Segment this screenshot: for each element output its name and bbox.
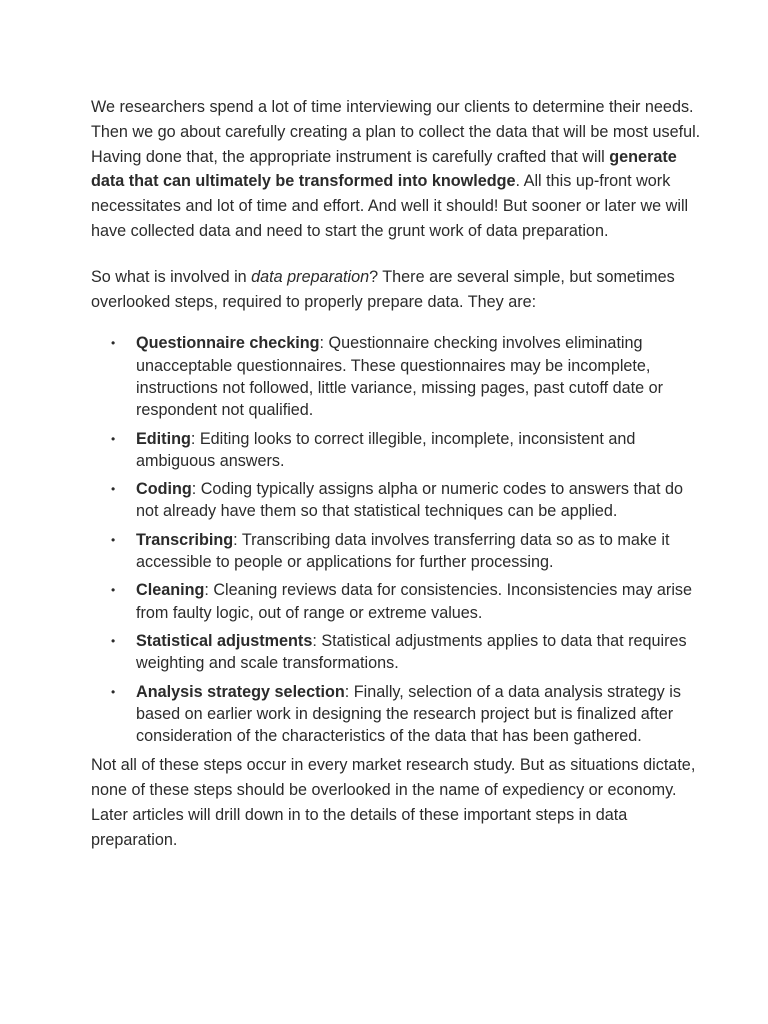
- step-description: : Transcribing data involves transferring data so as to make it accessible to people or applications for further processing.: [136, 530, 670, 572]
- step-description: : Cleaning reviews data for consistencies. Inconsistencies may arise from faulty logic, out of range or extreme values.: [136, 581, 693, 622]
- step-term: Statistical adjustments: [136, 631, 313, 650]
- question-italic-term: data preparation: [251, 267, 370, 286]
- step-term: Cleaning: [136, 581, 205, 600]
- list-item: [111, 630, 708, 675]
- intro-text-start: We researchers spend a lot of time interviewing our clients to determine their needs. Then we go about carefully creating a plan to collect the data that will be most useful. Having done that, the appropriate instrument is carefully crafted that will: [91, 98, 701, 166]
- question-text-end: ? There are several simple, but sometimes overlooked steps, required to properly prepare data. They are:: [91, 267, 675, 311]
- intro-text-end: . All this up-front work necessitates and lot of time and effort. And well it should! But sooner or later we will have collected data and need to start the grunt work of data preparation.: [91, 172, 689, 240]
- list-item: [111, 681, 708, 748]
- step-description: : Questionnaire checking involves eliminating unacceptable questionnaires. These questionnaires may be incomplete, instructions not followed, little variance, missing pages, past cutoff date or respondent not qualified.: [136, 334, 663, 420]
- step-term: Coding: [136, 480, 192, 499]
- intro-bold-phrase: generate data that can ultimately be transformed into knowledge: [91, 147, 677, 191]
- step-term: Transcribing: [136, 530, 234, 549]
- list-item: [111, 428, 708, 473]
- conclusion-paragraph: Not all of these steps occur in every market research study. But as situations dictate, none of these steps should be overlooked in the name of expediency or economy. Later articles will drill down in to the details of these important steps in data preparation.: [91, 756, 696, 849]
- bullet-icon: •: [111, 532, 116, 547]
- bullet-icon: •: [111, 583, 116, 598]
- list-item: [111, 529, 708, 574]
- intro-paragraph: [91, 95, 708, 244]
- bullet-icon: •: [111, 684, 116, 699]
- step-description: : Editing looks to correct illegible, incomplete, inconsistent and ambiguous answers.: [136, 429, 636, 470]
- bullet-icon: •: [111, 431, 116, 446]
- bullet-icon: •: [111, 336, 116, 351]
- steps-list: [91, 332, 708, 747]
- step-description: : Statistical adjustments applies to data that requires weighting and scale transformations.: [136, 631, 687, 673]
- question-paragraph: [91, 265, 708, 315]
- bullet-icon: •: [111, 633, 116, 648]
- bullet-icon: •: [111, 482, 116, 497]
- list-item: [111, 579, 708, 624]
- step-term: Questionnaire checking: [136, 334, 320, 353]
- step-term: Editing: [136, 429, 191, 448]
- step-description: : Finally, selection of a data analysis strategy is based on earlier work in designing the research project but is finalized after consideration of the characteristics of the data that has been gathered.: [136, 682, 681, 746]
- question-text-start: So what is involved in: [91, 267, 252, 286]
- list-item: [111, 478, 708, 523]
- step-term: Analysis strategy selection: [136, 682, 345, 701]
- list-item: [111, 332, 708, 421]
- step-description: : Coding typically assigns alpha or numeric codes to answers that do not already have them so that statistical techniques can be applied.: [136, 480, 684, 521]
